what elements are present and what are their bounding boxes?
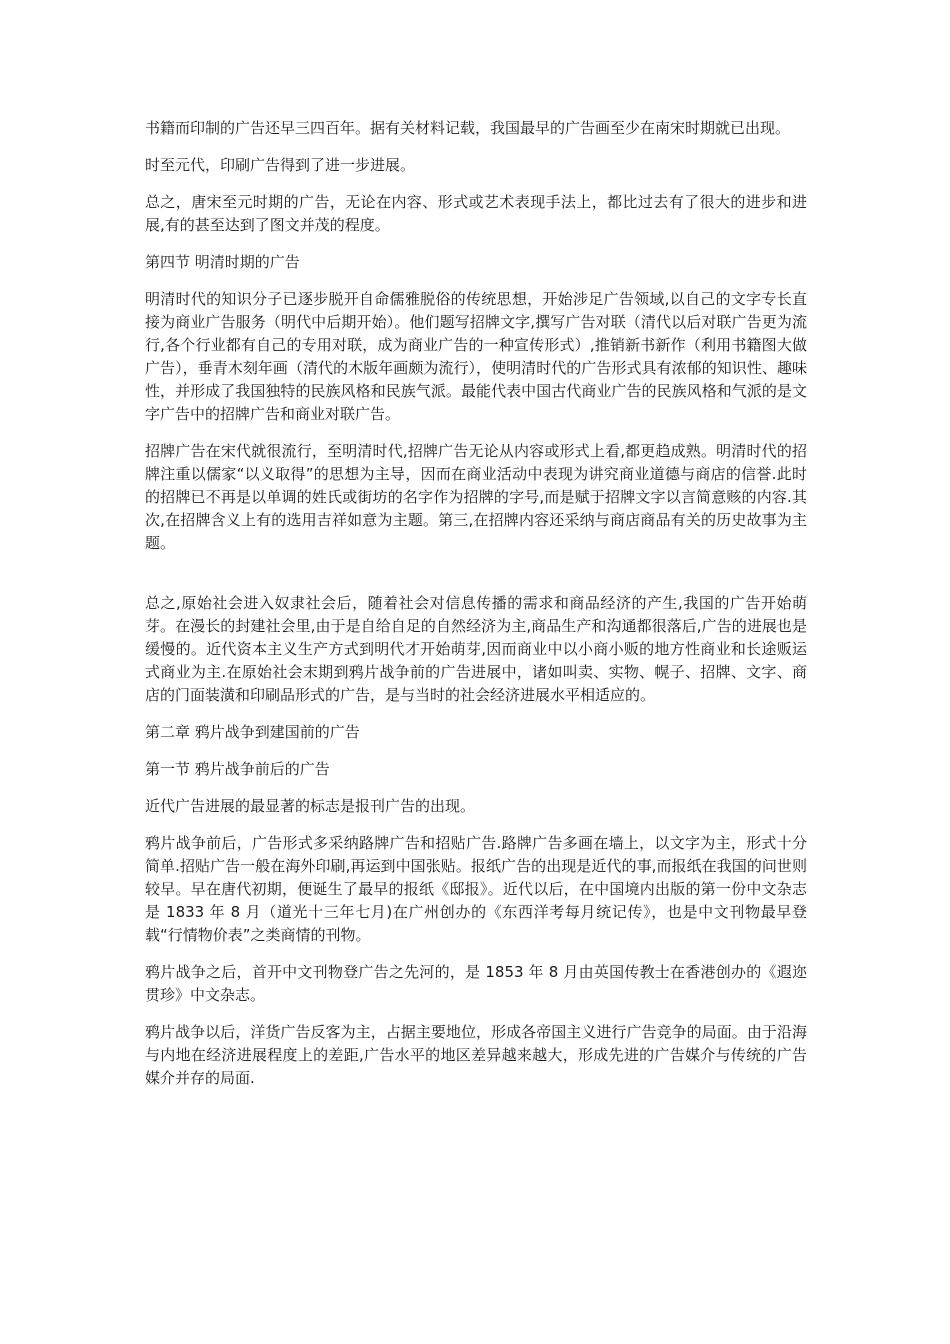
paragraph-ancient-summary: 总之,原始社会进入奴隶社会后，随着社会对信息传播的需求和商品经济的产生,我国的广告开始萌芽。在漫长的封建社会里,由于是自给自足的自然经济为主,商品生产和沟通都很落后,广告的进展也是缓慢的。近代资本主义生产方式到明代才开始萌芽,因而商业中以小商小贩的地方性商业和长途贩运式商业为主.在原始社会末期到鸦片战争前的广告进展中，诸如叫卖、实物、幌子、招牌、文字、商店的门面装潢和印刷品形式的广告，是与当时的社会经济进展水平相适应的。 — [145, 594, 807, 704]
document-body — [145, 117, 807, 1104]
chapter-heading-opium-war: 第二章 鸦片战争到建国前的广告 — [145, 723, 360, 741]
paragraph-song-print-ads: 书籍而印制的广告还早三四百年。据有关材料记载，我国最早的广告画至少在南宋时期就已出现。 — [145, 119, 791, 137]
section-heading-opium-war: 第一节 鸦片战争前后的广告 — [145, 760, 330, 778]
paragraph-yuan-print-ads: 时至元代，印刷广告得到了进一步进展。 — [145, 156, 416, 174]
paragraph-poster-ads: 鸦片战争前后，广告形式多采纳路牌广告和招贴广告.路牌广告多画在墙上，以文字为主，形式十分简单.招贴广告一般在海外印刷,再运到中国张贴。报纸广告的出现是近代的事,而报纸在我国的问世则较早。早在唐代初期，便诞生了最早的报纸《邸报》。近代以后，在中国境内出版的第一份中文杂志是 1833 年 8 月（道光十三年七月)在广州创办的《东西洋考每月统记传》，也是中文刊物最早登载“行情物价表”之类商情的刊物。 — [145, 834, 807, 944]
section-heading-ming-qing: 第四节 明清时期的广告 — [145, 253, 300, 271]
paragraph-signboard-ads: 招牌广告在宋代就很流行，至明清时代,招牌广告无论从内容或形式上看,都更趋成熟。明清时代的招牌注重以儒家“以义取得”的思想为主导，因而在商业活动中表现为讲究商业道德与商店的信誉.此时的招牌已不再是以单调的姓氏或街坊的名字作为招牌的字号,而是赋于招牌文字以言简意赅的内容.其次,在招牌含义上有的选用吉祥如意为主题。第三,在招牌内容还采纳与商店商品有关的历史故事为主题。 — [145, 442, 807, 552]
paragraph-foreign-goods-ads: 鸦片战争以后，洋货广告反客为主，占据主要地位，形成各帝国主义进行广告竞争的局面。由于沿海与内地在经济进展程度上的差距,广告水平的地区差异越来越大，形成先进的广告媒介与传统的广告媒介并存的局面. — [145, 1023, 807, 1087]
paragraph-newspaper-ads: 近代广告进展的最显著的标志是报刊广告的出现。 — [145, 797, 476, 815]
paragraph-ming-qing-intellectuals: 明清时代的知识分子已逐步脱开自命儒雅脱俗的传统思想，开始涉足广告领域,以自己的文字专长直接为商业广告服务（明代中后期开始）。他们题写招牌文字,撰写广告对联（清代以后对联广告更为流行,各个行业都有自己的专用对联，成为商业广告的一种宣传形式）,推销新书新作（利用书籍图大做广告），垂青木刻年画（清代的木版年画颇为流行），使明清时代的广告形式具有浓郁的知识性、趣味性，并形成了我国独特的民族风格和民族气派。最能代表中国古代商业广告的民族风格和气派的是文字广告中的招牌广告和商业对联广告。 — [145, 290, 807, 423]
paragraph-tang-song-yuan-summary: 总之，唐宋至元时期的广告，无论在内容、形式或艺术表现手法上，都比过去有了很大的进步和进展,有的甚至达到了图文并茂的程度。 — [145, 193, 807, 234]
paragraph-first-magazine-ads: 鸦片战争之后，首开中文刊物登广告之先河的，是 1853 年 8 月由英国传教士在香港创办的《遐迩贯珍》中文杂志。 — [145, 963, 807, 1004]
